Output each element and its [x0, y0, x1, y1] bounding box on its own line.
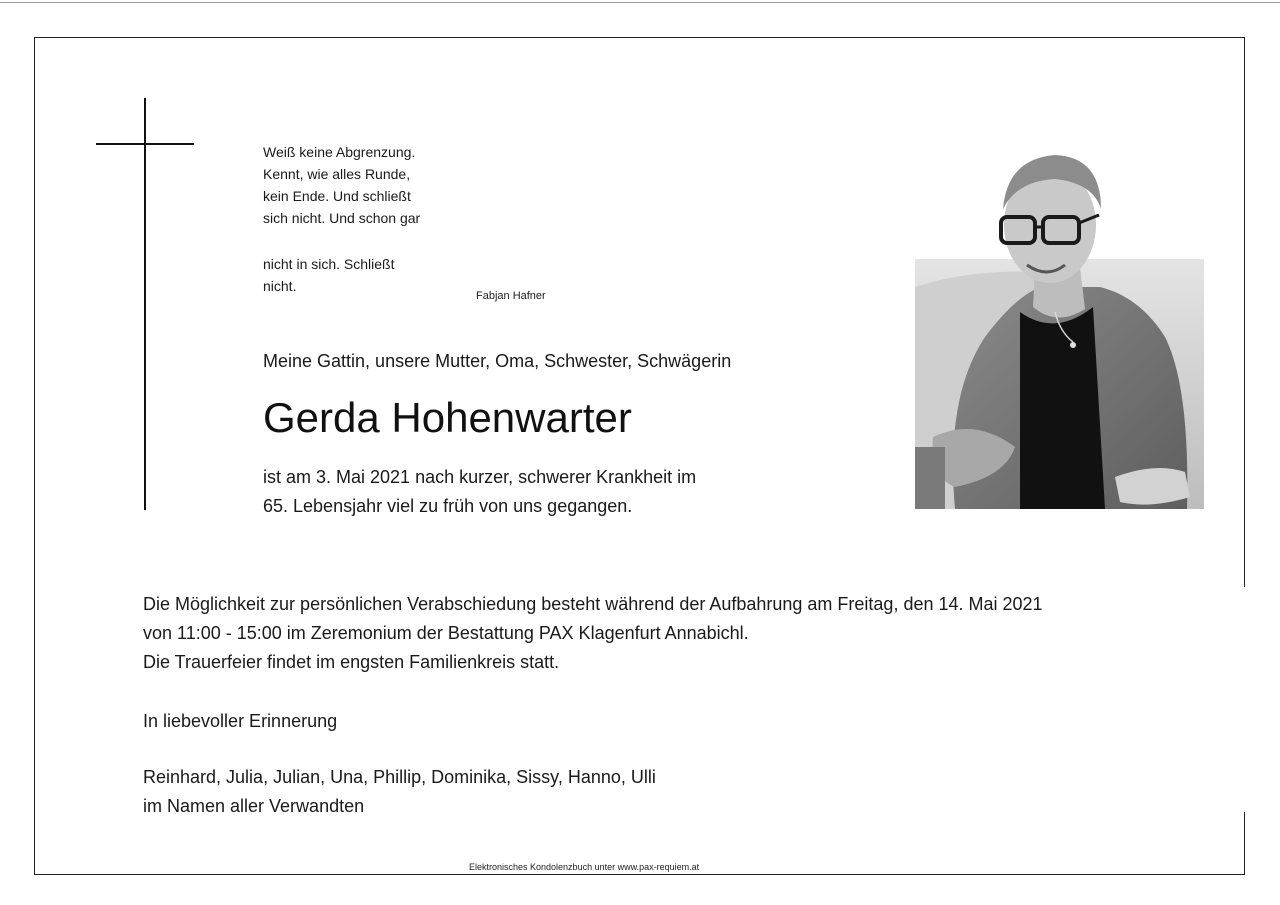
- death-info-line: 65. Lebensjahr viel zu früh von uns gegangen.: [263, 496, 633, 516]
- deceased-name: Gerda Hohenwarter: [263, 394, 632, 441]
- notice-frame-right-edge-lower: [1244, 812, 1245, 875]
- notice-frame-right-edge: [1244, 37, 1245, 587]
- cross-horizontal-bar: [96, 143, 194, 145]
- cross-vertical-bar: [144, 98, 146, 510]
- portrait-photo: [915, 147, 1204, 509]
- remembrance-line: In liebevoller Erinnerung: [143, 711, 338, 731]
- mourners: [143, 763, 656, 821]
- mourners-line: Reinhard, Julia, Julian, Una, Phillip, Dominika, Sissy, Hanno, Ulli: [143, 767, 656, 787]
- poem-author: Fabjan Hafner: [476, 290, 546, 302]
- poem-line: nicht in sich. Schließt: [263, 256, 395, 272]
- poem-line: nicht.: [263, 278, 297, 294]
- death-info-line: ist am 3. Mai 2021 nach kurzer, schwerer Krankheit im: [263, 467, 697, 487]
- relation-line: Meine Gattin, unsere Mutter, Oma, Schwester, Schwägerin: [263, 351, 732, 371]
- poem-line: sich nicht. Und schon gar: [263, 210, 421, 226]
- poem: [263, 141, 420, 297]
- poem-line: Kennt, wie alles Runde,: [263, 166, 411, 182]
- condolence-book-note: Elektronisches Kondolenzbuch unter www.pax-requiem.at: [469, 862, 700, 872]
- farewell-line: Die Trauerfeier findet im engsten Familienkreis statt.: [143, 652, 560, 672]
- farewell-info: [143, 590, 1043, 677]
- death-info: [263, 463, 696, 521]
- poem-line: kein Ende. Und schließt: [263, 188, 411, 204]
- farewell-line: Die Möglichkeit zur persönlichen Verabschiedung besteht während der Aufbahrung am Freitag, den 14. Mai 2021: [143, 594, 1043, 614]
- poem-stanza-gap: [263, 229, 420, 253]
- top-rule: [0, 2, 1280, 3]
- mourners-line: im Namen aller Verwandten: [143, 796, 365, 816]
- farewell-line: von 11:00 - 15:00 im Zeremonium der Bestattung PAX Klagenfurt Annabichl.: [143, 623, 749, 643]
- poem-line: Weiß keine Abgrenzung.: [263, 144, 416, 160]
